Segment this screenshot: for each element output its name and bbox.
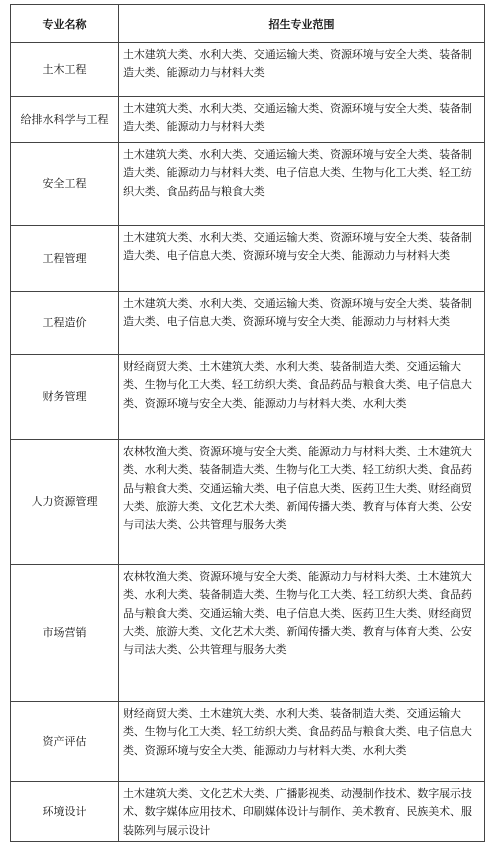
- enrollment-scope-cell: 财经商贸大类、土木建筑大类、水利大类、装备制造大类、交通运输大类、生物与化工大类、轻工纺织大类、食品药品与粮食大类、电子信息大类、资源环境与安全大类、能源动力与材料大类、水利大类: [119, 355, 485, 440]
- major-name-cell: 土木工程: [11, 43, 119, 97]
- table-row: [11, 43, 485, 97]
- major-name-cell: 环境设计: [11, 782, 119, 842]
- major-name-cell: 工程造价: [11, 292, 119, 355]
- enrollment-scope-cell: 土木建筑大类、文化艺术大类、广播影视类、动漫制作技术、数字展示技术、数字媒体应用技术、印刷媒体设计与制作、美术教育、民族美术、服装陈列与展示设计: [119, 782, 485, 842]
- enrollment-scope-cell: 财经商贸大类、土木建筑大类、水利大类、装备制造大类、交通运输大类、生物与化工大类、轻工纺织大类、食品药品与粮食大类、电子信息大类、资源环境与安全大类、能源动力与材料大类、水利大类: [119, 702, 485, 782]
- major-name-cell: 工程管理: [11, 226, 119, 292]
- enrollment-scope-table: [10, 4, 485, 842]
- table-row: [11, 355, 485, 440]
- enrollment-scope-cell: 土木建筑大类、水利大类、交通运输大类、资源环境与安全大类、装备制造大类、电子信息大类、资源环境与安全大类、能源动力与材料大类: [119, 226, 485, 292]
- major-name-cell: 人力资源管理: [11, 440, 119, 565]
- table-row: [11, 292, 485, 355]
- major-name-cell: 财务管理: [11, 355, 119, 440]
- header-major-name: 专业名称: [11, 5, 119, 43]
- major-name-cell: 安全工程: [11, 143, 119, 226]
- table-row: [11, 440, 485, 565]
- header-enrollment-scope: 招生专业范围: [119, 5, 485, 43]
- enrollment-scope-cell: 农林牧渔大类、资源环境与安全大类、能源动力与材料大类、土木建筑大类、水利大类、装备制造大类、生物与化工大类、轻工纺织大类、食品药品与粮食大类、交通运输大类、电子信息大类、医药卫生大类、财经商贸大类、旅游大类、文化艺术大类、新闻传播大类、教育与体育大类、公安与司法大类、公共管理与服务大类: [119, 440, 485, 565]
- table-row: [11, 226, 485, 292]
- enrollment-scope-cell: 土木建筑大类、水利大类、交通运输大类、资源环境与安全大类、装备制造大类、能源动力与材料大类、电子信息大类、生物与化工大类、轻工纺织大类、食品药品与粮食大类: [119, 143, 485, 226]
- major-name-cell: 资产评估: [11, 702, 119, 782]
- table-row: [11, 143, 485, 226]
- table-row: [11, 97, 485, 143]
- major-name-cell: 给排水科学与工程: [11, 97, 119, 143]
- enrollment-scope-cell: 土木建筑大类、水利大类、交通运输大类、资源环境与安全大类、装备制造大类、能源动力与材料大类: [119, 97, 485, 143]
- table-row: [11, 702, 485, 782]
- table-row: [11, 565, 485, 702]
- table-header-row: [11, 5, 485, 43]
- major-name-cell: 市场营销: [11, 565, 119, 702]
- enrollment-scope-cell: 农林牧渔大类、资源环境与安全大类、能源动力与材料大类、土木建筑大类、水利大类、装备制造大类、生物与化工大类、轻工纺织大类、食品药品与粮食大类、交通运输大类、电子信息大类、医药卫生大类、财经商贸大类、旅游大类、文化艺术大类、新闻传播大类、教育与体育大类、公安与司法大类、公共管理与服务大类: [119, 565, 485, 702]
- enrollment-scope-cell: 土木建筑大类、水利大类、交通运输大类、资源环境与安全大类、装备制造大类、能源动力与材料大类: [119, 43, 485, 97]
- table-row: [11, 782, 485, 842]
- enrollment-scope-cell: 土木建筑大类、水利大类、交通运输大类、资源环境与安全大类、装备制造大类、电子信息大类、资源环境与安全大类、能源动力与材料大类: [119, 292, 485, 355]
